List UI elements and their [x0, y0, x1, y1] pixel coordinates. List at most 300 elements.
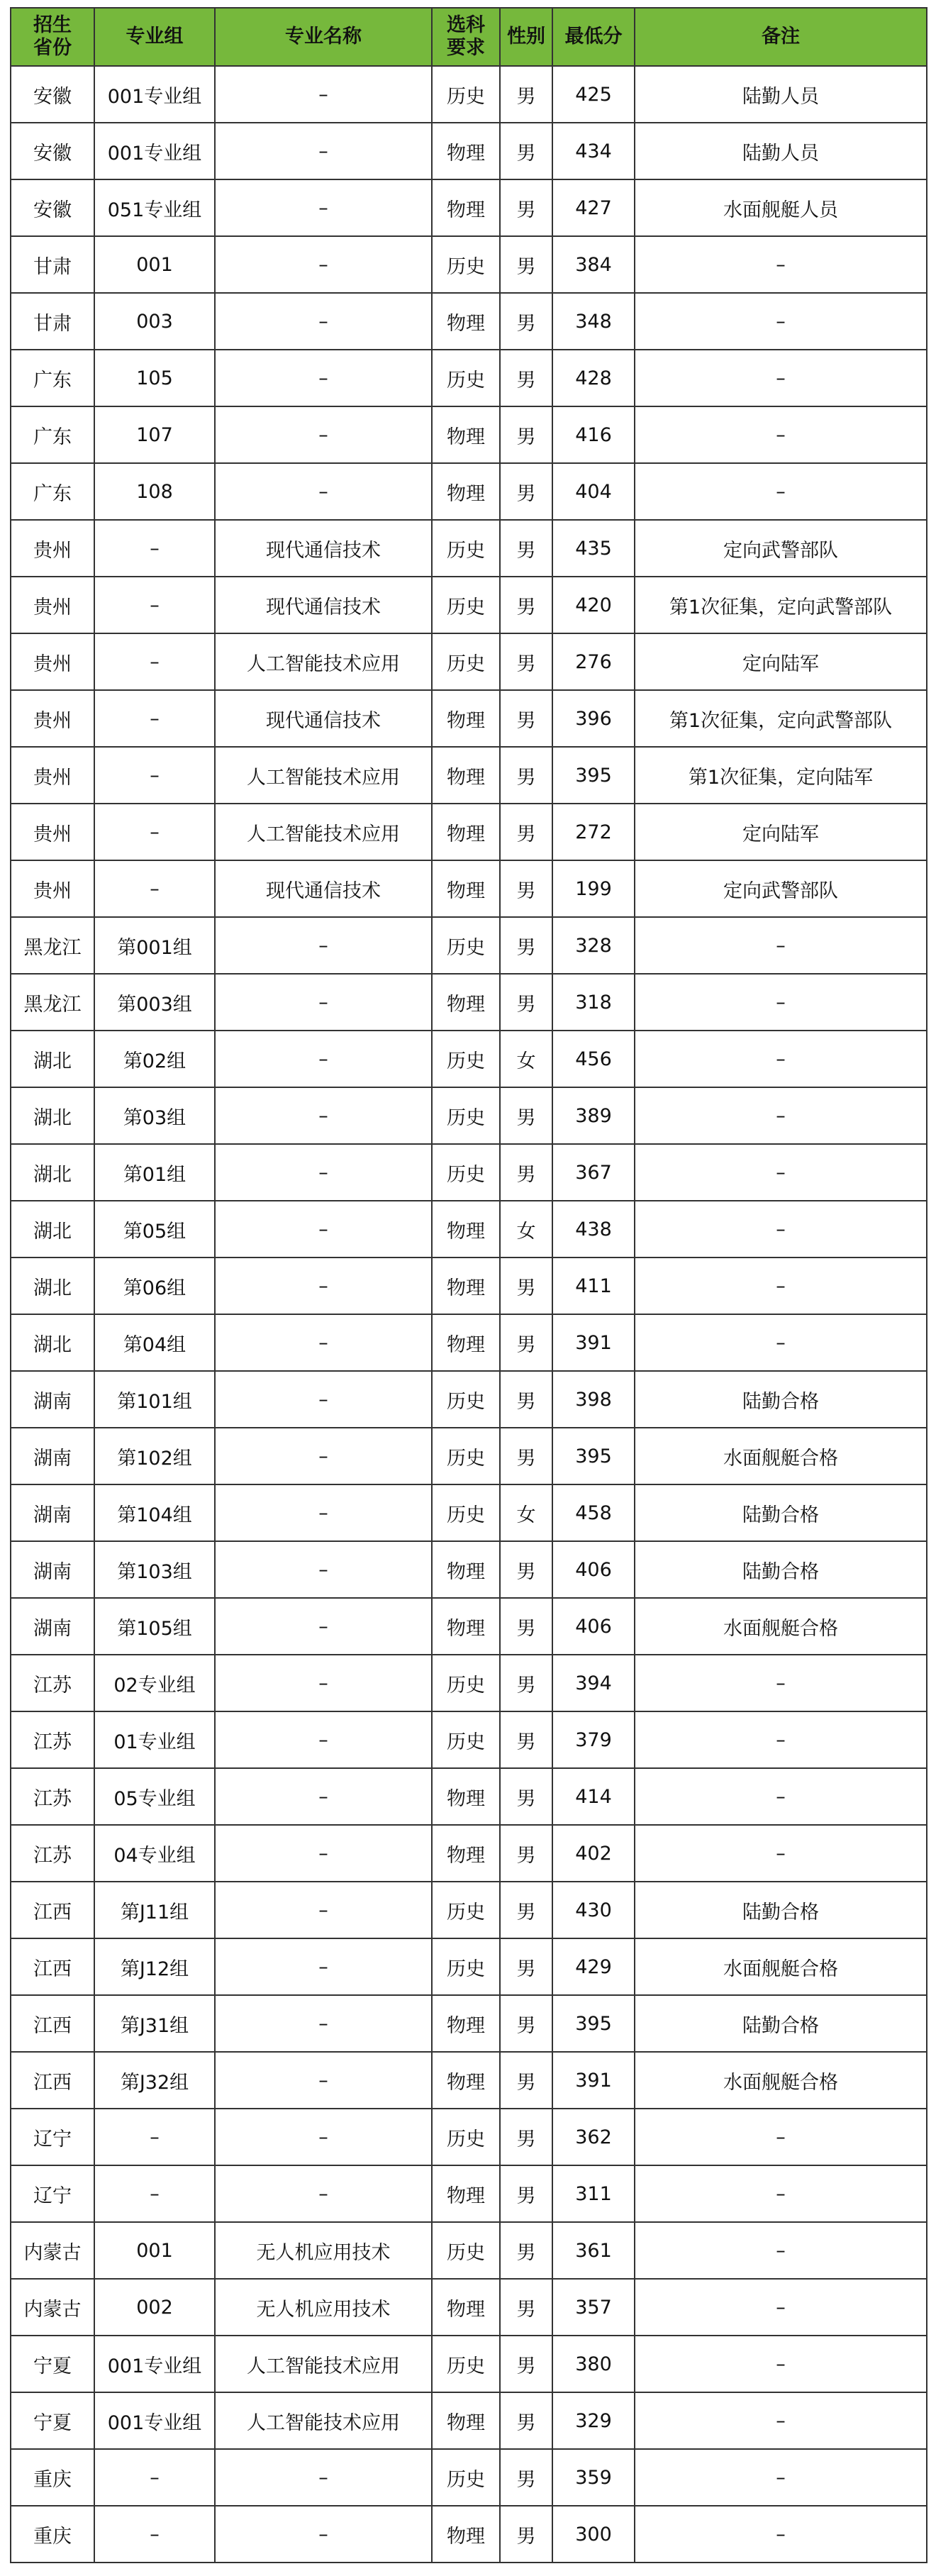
cell-sex: 男 — [500, 1314, 552, 1371]
cell-subject: 物理 — [432, 690, 500, 747]
cell-province: 江苏 — [11, 1825, 94, 1882]
cell-sex: 男 — [500, 520, 552, 577]
cell-subject: 物理 — [432, 860, 500, 917]
cell-group: 第003组 — [94, 974, 215, 1031]
table-body — [11, 66, 927, 2563]
cell-major: 现代通信技术 — [215, 690, 432, 747]
cell-province: 内蒙古 — [11, 2279, 94, 2336]
cell-note: – — [635, 2222, 927, 2279]
table-row — [11, 690, 927, 747]
cell-province: 贵州 — [11, 747, 94, 804]
cell-sex: 女 — [500, 1201, 552, 1258]
cell-major: 现代通信技术 — [215, 520, 432, 577]
cell-sex: 男 — [500, 633, 552, 690]
cell-score: 395 — [552, 1428, 635, 1484]
cell-note: 定向陆军 — [635, 804, 927, 860]
header-group: 专业组 — [94, 8, 215, 66]
cell-sex: 男 — [500, 2336, 552, 2392]
cell-group: 第J12组 — [94, 1938, 215, 1995]
cell-score: 414 — [552, 1768, 635, 1825]
table-row — [11, 2165, 927, 2222]
table-row — [11, 1541, 927, 1598]
header-province — [11, 8, 94, 66]
cell-sex: 男 — [500, 66, 552, 123]
cell-score: 404 — [552, 463, 635, 520]
cell-score: 430 — [552, 1882, 635, 1938]
cell-province: 安徽 — [11, 179, 94, 236]
cell-province: 广东 — [11, 406, 94, 463]
table-row — [11, 747, 927, 804]
cell-subject: 物理 — [432, 1541, 500, 1598]
cell-note: – — [635, 350, 927, 406]
cell-sex: 男 — [500, 123, 552, 179]
cell-note: – — [635, 293, 927, 350]
cell-score: 300 — [552, 2506, 635, 2563]
table-row — [11, 1087, 927, 1144]
cell-province: 湖南 — [11, 1371, 94, 1428]
cell-subject: 历史 — [432, 2109, 500, 2165]
cell-major: – — [215, 236, 432, 293]
cell-major: 人工智能技术应用 — [215, 2336, 432, 2392]
cell-major: – — [215, 1428, 432, 1484]
cell-sex: 男 — [500, 1258, 552, 1314]
cell-major: – — [215, 2052, 432, 2109]
table-row — [11, 66, 927, 123]
cell-score: 406 — [552, 1541, 635, 1598]
cell-subject: 历史 — [432, 2449, 500, 2506]
cell-score: 416 — [552, 406, 635, 463]
cell-major: – — [215, 1882, 432, 1938]
cell-province: 贵州 — [11, 860, 94, 917]
cell-major: 现代通信技术 — [215, 860, 432, 917]
cell-subject: 物理 — [432, 406, 500, 463]
header-score: 最低分 — [552, 8, 635, 66]
cell-sex: 男 — [500, 350, 552, 406]
cell-note: 定向武警部队 — [635, 520, 927, 577]
cell-group: 第101组 — [94, 1371, 215, 1428]
cell-subject: 历史 — [432, 1938, 500, 1995]
cell-subject: 物理 — [432, 1258, 500, 1314]
cell-province: 湖北 — [11, 1258, 94, 1314]
cell-group: 第001组 — [94, 917, 215, 974]
cell-major: – — [215, 1484, 432, 1541]
cell-subject: 历史 — [432, 577, 500, 633]
cell-sex: 男 — [500, 1655, 552, 1711]
cell-major: – — [215, 350, 432, 406]
cell-score: 398 — [552, 1371, 635, 1428]
cell-score: 396 — [552, 690, 635, 747]
cell-group: 02专业组 — [94, 1655, 215, 1711]
cell-note: 陆勤合格 — [635, 1371, 927, 1428]
cell-province: 湖北 — [11, 1031, 94, 1087]
cell-sex: 男 — [500, 1995, 552, 2052]
cell-major: – — [215, 1655, 432, 1711]
cell-province: 甘肃 — [11, 293, 94, 350]
cell-sex: 男 — [500, 804, 552, 860]
cell-major: 无人机应用技术 — [215, 2279, 432, 2336]
cell-subject: 物理 — [432, 123, 500, 179]
cell-subject: 物理 — [432, 2052, 500, 2109]
cell-subject: 物理 — [432, 2279, 500, 2336]
table-row — [11, 406, 927, 463]
cell-group: 第06组 — [94, 1258, 215, 1314]
cell-group: – — [94, 633, 215, 690]
cell-sex: 男 — [500, 1882, 552, 1938]
cell-sex: 女 — [500, 1031, 552, 1087]
cell-group: 105 — [94, 350, 215, 406]
table-row — [11, 860, 927, 917]
cell-group: – — [94, 747, 215, 804]
cell-group: 01专业组 — [94, 1711, 215, 1768]
cell-major: – — [215, 1711, 432, 1768]
admission-score-table — [10, 7, 927, 2563]
cell-province: 贵州 — [11, 577, 94, 633]
cell-group: – — [94, 2165, 215, 2222]
cell-score: 411 — [552, 1258, 635, 1314]
cell-sex: 男 — [500, 2165, 552, 2222]
cell-group: 第J11组 — [94, 1882, 215, 1938]
cell-province: 宁夏 — [11, 2336, 94, 2392]
cell-major: – — [215, 1598, 432, 1655]
cell-major: – — [215, 917, 432, 974]
cell-subject: 历史 — [432, 2336, 500, 2392]
cell-group: 108 — [94, 463, 215, 520]
cell-sex: 男 — [500, 1938, 552, 1995]
cell-group: 04专业组 — [94, 1825, 215, 1882]
table-row — [11, 804, 927, 860]
cell-group: 003 — [94, 293, 215, 350]
cell-subject: 历史 — [432, 1428, 500, 1484]
cell-province: 江西 — [11, 2052, 94, 2109]
cell-sex: 男 — [500, 1541, 552, 1598]
cell-score: 384 — [552, 236, 635, 293]
cell-note: – — [635, 974, 927, 1031]
cell-score: 427 — [552, 179, 635, 236]
cell-sex: 男 — [500, 2279, 552, 2336]
cell-score: 429 — [552, 1938, 635, 1995]
cell-score: 379 — [552, 1711, 635, 1768]
header-subject-line1: 选科 — [447, 14, 485, 36]
cell-note: 陆勤合格 — [635, 1882, 927, 1938]
cell-major: 无人机应用技术 — [215, 2222, 432, 2279]
cell-major: – — [215, 2109, 432, 2165]
cell-province: 内蒙古 — [11, 2222, 94, 2279]
cell-score: 389 — [552, 1087, 635, 1144]
cell-province: 贵州 — [11, 633, 94, 690]
cell-subject: 历史 — [432, 1484, 500, 1541]
cell-group: 107 — [94, 406, 215, 463]
cell-province: 江西 — [11, 1995, 94, 2052]
cell-group: – — [94, 804, 215, 860]
cell-major: – — [215, 66, 432, 123]
cell-note: 第1次征集，定向陆军 — [635, 747, 927, 804]
cell-province: 江西 — [11, 1882, 94, 1938]
cell-subject: 物理 — [432, 2165, 500, 2222]
cell-note: 陆勤合格 — [635, 1484, 927, 1541]
cell-sex: 男 — [500, 1768, 552, 1825]
table-row — [11, 1484, 927, 1541]
cell-group: 051专业组 — [94, 179, 215, 236]
table-row — [11, 2336, 927, 2392]
table-row — [11, 1768, 927, 1825]
cell-sex: 男 — [500, 690, 552, 747]
cell-score: 434 — [552, 123, 635, 179]
cell-province: 宁夏 — [11, 2392, 94, 2449]
cell-subject: 物理 — [432, 1995, 500, 2052]
table-row — [11, 1882, 927, 1938]
table-row — [11, 1938, 927, 1995]
table-header — [11, 8, 927, 66]
cell-major: 人工智能技术应用 — [215, 804, 432, 860]
cell-score: 367 — [552, 1144, 635, 1201]
cell-major: – — [215, 1825, 432, 1882]
table-row — [11, 293, 927, 350]
cell-major: – — [215, 1201, 432, 1258]
cell-group: 第05组 — [94, 1201, 215, 1258]
cell-note: – — [635, 1258, 927, 1314]
cell-province: 贵州 — [11, 690, 94, 747]
cell-province: 湖北 — [11, 1087, 94, 1144]
table-row — [11, 463, 927, 520]
table-row — [11, 2392, 927, 2449]
cell-score: 402 — [552, 1825, 635, 1882]
cell-major: – — [215, 1258, 432, 1314]
cell-subject: 物理 — [432, 293, 500, 350]
table-row — [11, 123, 927, 179]
cell-note: – — [635, 2392, 927, 2449]
cell-note: – — [635, 2506, 927, 2563]
table-row — [11, 1995, 927, 2052]
cell-sex: 男 — [500, 2052, 552, 2109]
table-row — [11, 633, 927, 690]
table-row — [11, 1598, 927, 1655]
cell-group: – — [94, 690, 215, 747]
cell-subject: 物理 — [432, 1314, 500, 1371]
cell-sex: 男 — [500, 577, 552, 633]
table-row — [11, 577, 927, 633]
cell-subject: 物理 — [432, 2506, 500, 2563]
cell-major: – — [215, 1031, 432, 1087]
cell-group: – — [94, 2449, 215, 2506]
cell-note: 陆勤合格 — [635, 1995, 927, 2052]
cell-score: 272 — [552, 804, 635, 860]
header-row — [11, 8, 927, 66]
cell-group: – — [94, 2109, 215, 2165]
cell-province: 安徽 — [11, 66, 94, 123]
cell-sex: 男 — [500, 1711, 552, 1768]
cell-subject: 物理 — [432, 804, 500, 860]
cell-province: 重庆 — [11, 2506, 94, 2563]
cell-score: 420 — [552, 577, 635, 633]
cell-note: – — [635, 1144, 927, 1201]
cell-score: 329 — [552, 2392, 635, 2449]
cell-note: – — [635, 1655, 927, 1711]
cell-note: 定向武警部队 — [635, 860, 927, 917]
cell-major: – — [215, 293, 432, 350]
cell-group: 001专业组 — [94, 2392, 215, 2449]
cell-note: 水面舰艇人员 — [635, 179, 927, 236]
cell-subject: 物理 — [432, 974, 500, 1031]
cell-major: 人工智能技术应用 — [215, 633, 432, 690]
cell-subject: 物理 — [432, 1598, 500, 1655]
cell-subject: 物理 — [432, 1825, 500, 1882]
cell-sex: 男 — [500, 463, 552, 520]
cell-province: 贵州 — [11, 804, 94, 860]
cell-score: 362 — [552, 2109, 635, 2165]
cell-subject: 历史 — [432, 350, 500, 406]
cell-subject: 历史 — [432, 1371, 500, 1428]
table-row — [11, 1655, 927, 1711]
cell-sex: 男 — [500, 2222, 552, 2279]
table-row — [11, 917, 927, 974]
cell-group: 第03组 — [94, 1087, 215, 1144]
cell-score: 406 — [552, 1598, 635, 1655]
cell-score: 456 — [552, 1031, 635, 1087]
cell-subject: 历史 — [432, 2222, 500, 2279]
cell-note: 水面舰艇合格 — [635, 2052, 927, 2109]
cell-score: 438 — [552, 1201, 635, 1258]
table-row — [11, 2052, 927, 2109]
cell-score: 359 — [552, 2449, 635, 2506]
cell-subject: 历史 — [432, 236, 500, 293]
cell-score: 425 — [552, 66, 635, 123]
cell-score: 348 — [552, 293, 635, 350]
cell-subject: 物理 — [432, 2392, 500, 2449]
cell-group: 05专业组 — [94, 1768, 215, 1825]
cell-group: 第J32组 — [94, 2052, 215, 2109]
cell-major: – — [215, 1995, 432, 2052]
cell-score: 276 — [552, 633, 635, 690]
cell-group: 第105组 — [94, 1598, 215, 1655]
cell-sex: 男 — [500, 747, 552, 804]
cell-note: – — [635, 1031, 927, 1087]
cell-major: – — [215, 974, 432, 1031]
cell-subject: 历史 — [432, 1882, 500, 1938]
cell-major: – — [215, 1144, 432, 1201]
cell-score: 435 — [552, 520, 635, 577]
cell-group: 第02组 — [94, 1031, 215, 1087]
cell-score: 199 — [552, 860, 635, 917]
cell-sex: 女 — [500, 1484, 552, 1541]
cell-score: 311 — [552, 2165, 635, 2222]
cell-major: – — [215, 1087, 432, 1144]
cell-major: – — [215, 406, 432, 463]
cell-note: – — [635, 1087, 927, 1144]
cell-province: 安徽 — [11, 123, 94, 179]
cell-major: – — [215, 2449, 432, 2506]
cell-province: 辽宁 — [11, 2109, 94, 2165]
cell-note: – — [635, 2279, 927, 2336]
cell-note: – — [635, 1768, 927, 1825]
cell-sex: 男 — [500, 293, 552, 350]
cell-province: 湖南 — [11, 1598, 94, 1655]
cell-note: 第1次征集，定向武警部队 — [635, 690, 927, 747]
cell-group: 001专业组 — [94, 2336, 215, 2392]
cell-sex: 男 — [500, 2449, 552, 2506]
cell-subject: 历史 — [432, 633, 500, 690]
cell-score: 380 — [552, 2336, 635, 2392]
table-row — [11, 1031, 927, 1087]
cell-note: 第1次征集，定向武警部队 — [635, 577, 927, 633]
cell-province: 甘肃 — [11, 236, 94, 293]
cell-subject: 历史 — [432, 1711, 500, 1768]
cell-score: 391 — [552, 2052, 635, 2109]
cell-sex: 男 — [500, 1087, 552, 1144]
cell-score: 394 — [552, 1655, 635, 1711]
cell-group: – — [94, 860, 215, 917]
cell-note: – — [635, 406, 927, 463]
header-subject-line2: 要求 — [447, 37, 485, 59]
cell-province: 辽宁 — [11, 2165, 94, 2222]
cell-score: 458 — [552, 1484, 635, 1541]
cell-note: – — [635, 2109, 927, 2165]
cell-major: – — [215, 1314, 432, 1371]
cell-subject: 物理 — [432, 1768, 500, 1825]
cell-sex: 男 — [500, 179, 552, 236]
cell-major: – — [215, 1371, 432, 1428]
cell-group: – — [94, 577, 215, 633]
cell-province: 湖北 — [11, 1314, 94, 1371]
cell-subject: 历史 — [432, 1144, 500, 1201]
cell-major: – — [215, 1938, 432, 1995]
cell-province: 广东 — [11, 463, 94, 520]
cell-province: 黑龙江 — [11, 917, 94, 974]
cell-group: 第J31组 — [94, 1995, 215, 2052]
cell-group: 002 — [94, 2279, 215, 2336]
cell-group: – — [94, 2506, 215, 2563]
cell-province: 广东 — [11, 350, 94, 406]
header-major: 专业名称 — [215, 8, 432, 66]
table-row — [11, 2279, 927, 2336]
cell-subject: 物理 — [432, 747, 500, 804]
cell-score: 428 — [552, 350, 635, 406]
cell-note: – — [635, 2336, 927, 2392]
cell-province: 重庆 — [11, 2449, 94, 2506]
cell-sex: 男 — [500, 860, 552, 917]
cell-subject: 历史 — [432, 1655, 500, 1711]
cell-note: 水面舰艇合格 — [635, 1598, 927, 1655]
cell-sex: 男 — [500, 1598, 552, 1655]
cell-subject: 历史 — [432, 917, 500, 974]
cell-major: – — [215, 463, 432, 520]
cell-group: 第04组 — [94, 1314, 215, 1371]
header-province-line1: 招生 — [33, 14, 72, 36]
cell-sex: 男 — [500, 2109, 552, 2165]
cell-major: 现代通信技术 — [215, 577, 432, 633]
cell-score: 395 — [552, 1995, 635, 2052]
table-row — [11, 1371, 927, 1428]
cell-group: 001专业组 — [94, 123, 215, 179]
cell-note: 定向陆军 — [635, 633, 927, 690]
cell-subject: 历史 — [432, 66, 500, 123]
cell-subject: 物理 — [432, 179, 500, 236]
cell-province: 湖北 — [11, 1144, 94, 1201]
cell-score: 395 — [552, 747, 635, 804]
cell-note: 陆勤人员 — [635, 66, 927, 123]
table-row — [11, 350, 927, 406]
cell-group: 第102组 — [94, 1428, 215, 1484]
cell-score: 357 — [552, 2279, 635, 2336]
cell-province: 江西 — [11, 1938, 94, 1995]
cell-major: – — [215, 1541, 432, 1598]
header-province-line2: 省份 — [33, 37, 72, 59]
cell-province: 湖南 — [11, 1541, 94, 1598]
table-row — [11, 1201, 927, 1258]
table-row — [11, 1711, 927, 1768]
cell-sex: 男 — [500, 1371, 552, 1428]
cell-note: – — [635, 2165, 927, 2222]
cell-sex: 男 — [500, 2506, 552, 2563]
